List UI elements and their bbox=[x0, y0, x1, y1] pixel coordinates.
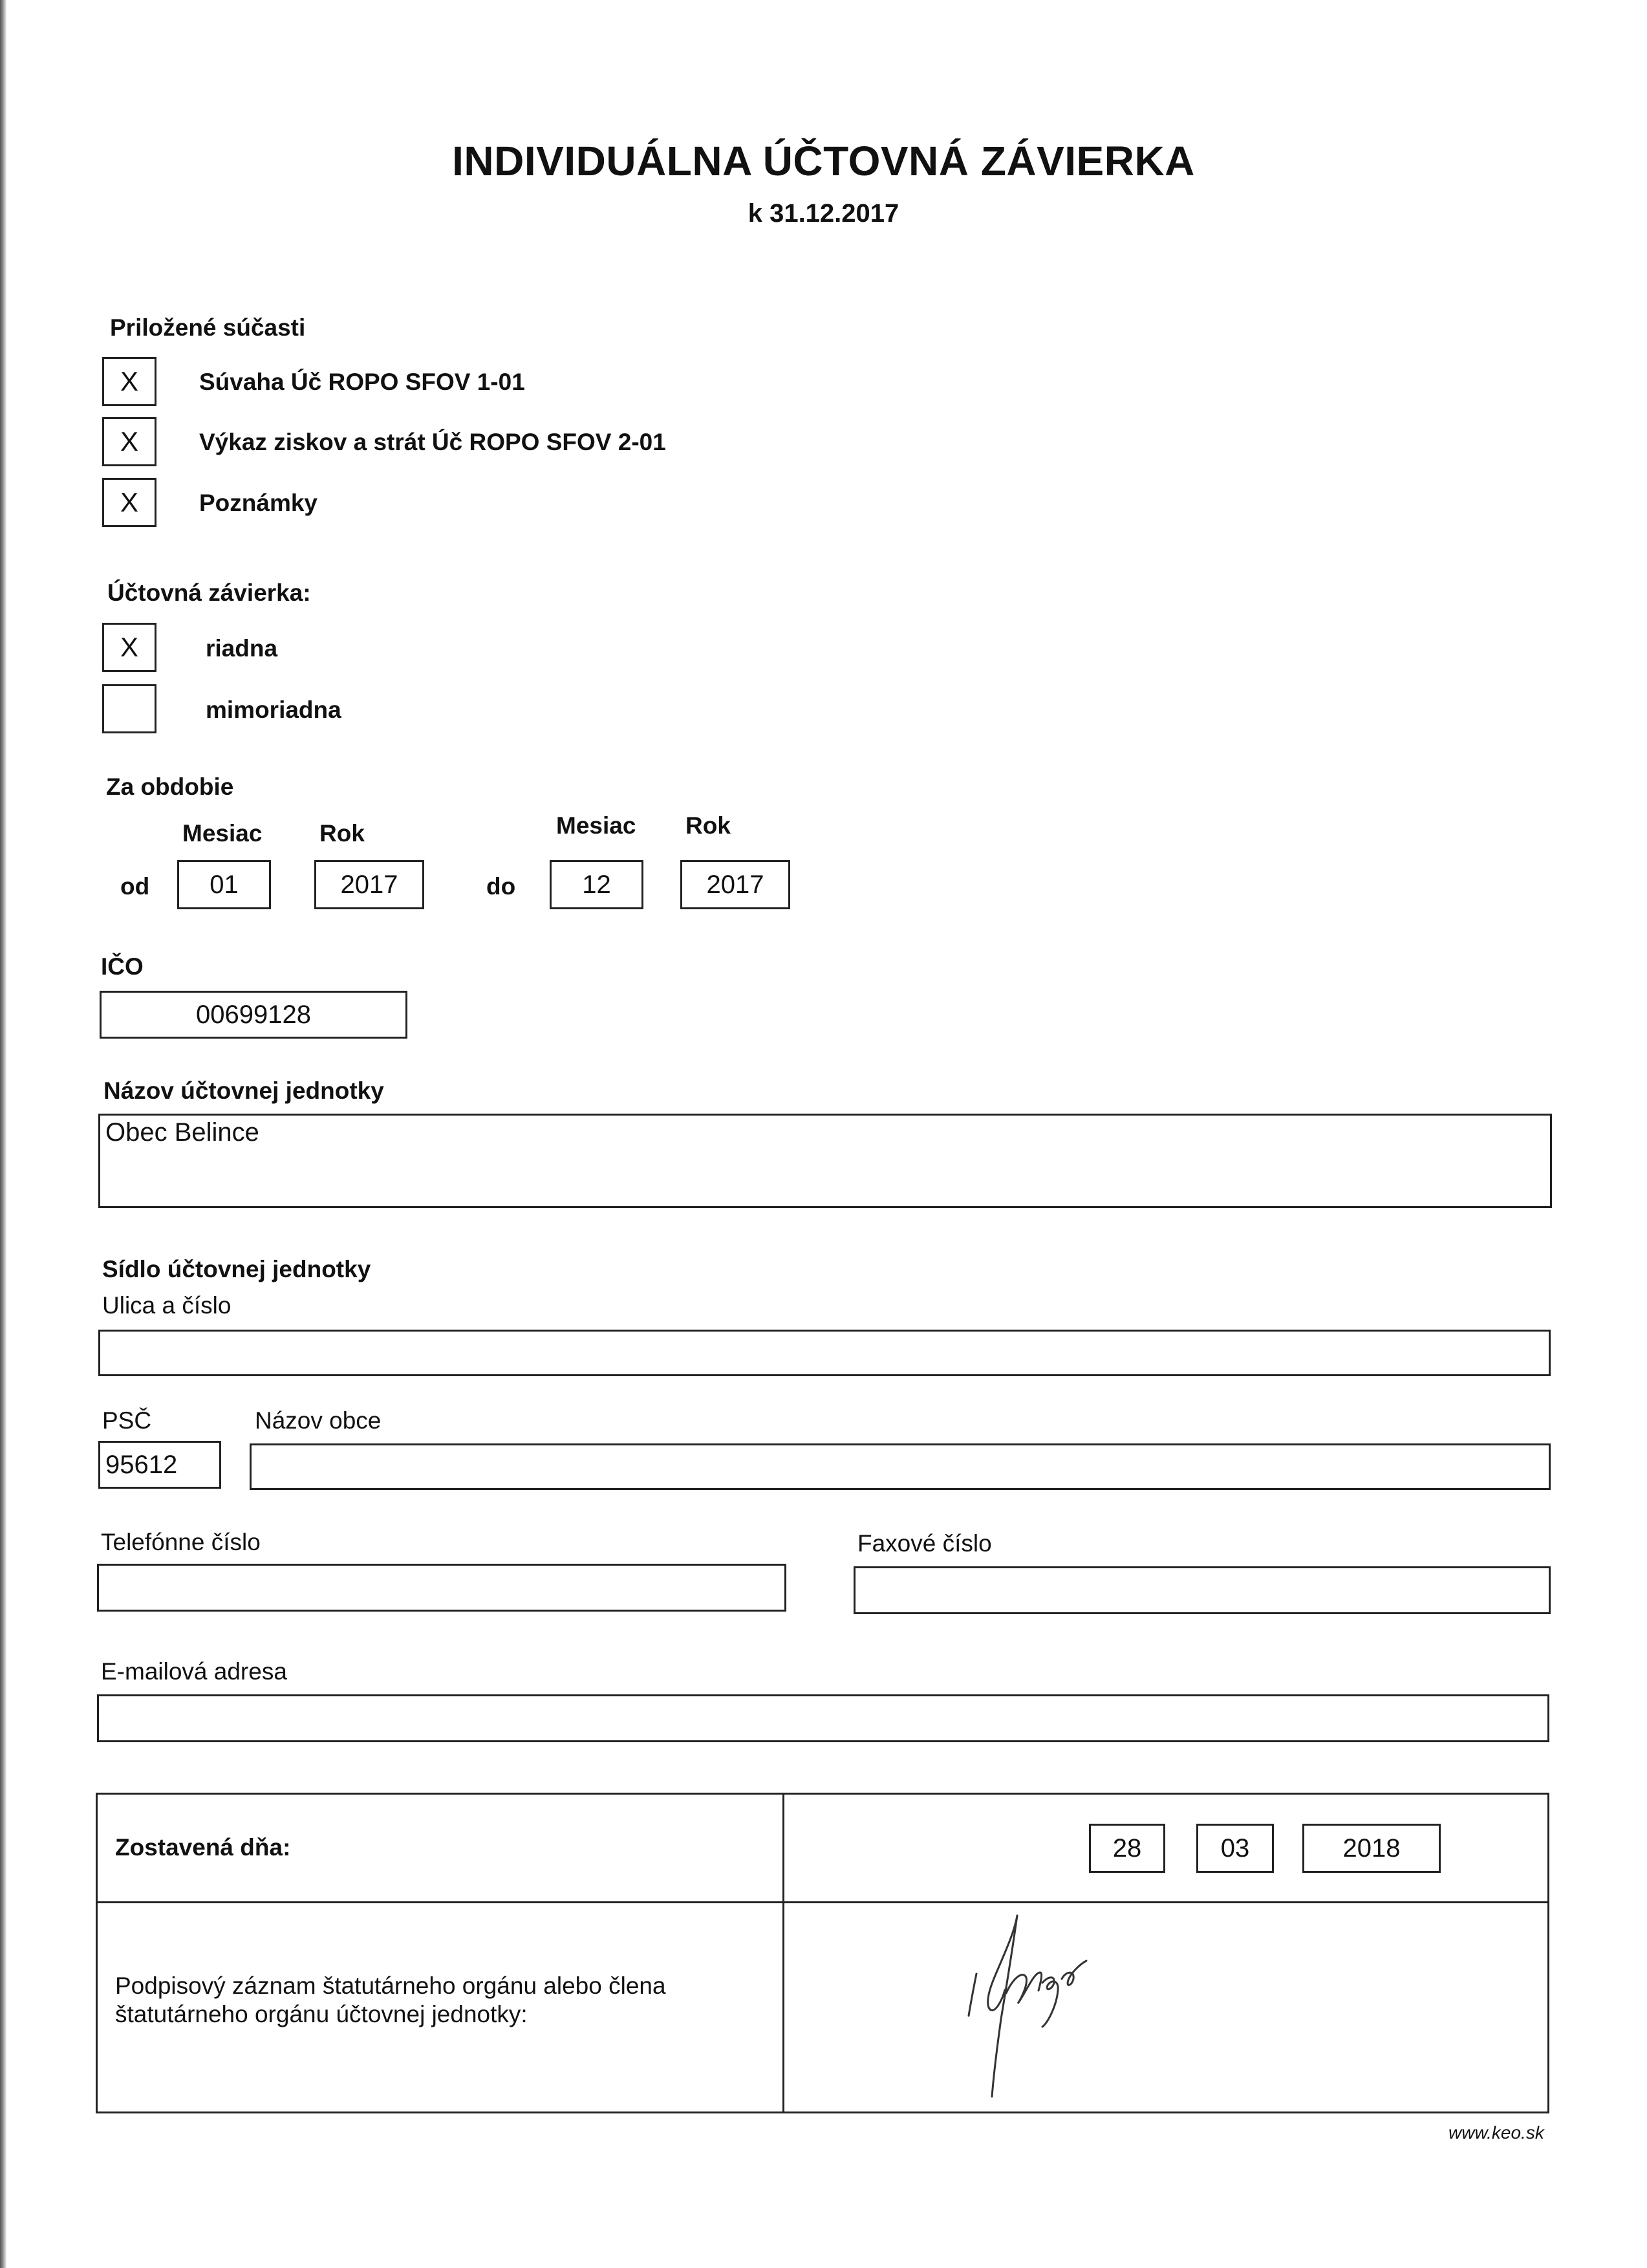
phone-label: Telefónne číslo bbox=[101, 1529, 261, 1555]
ico-field[interactable]: 00699128 bbox=[100, 991, 407, 1039]
email-label: E-mailová adresa bbox=[101, 1658, 287, 1685]
attachment-label-balance-sheet: Súvaha Úč ROPO SFOV 1-01 bbox=[199, 369, 525, 395]
town-label: Názov obce bbox=[255, 1407, 382, 1434]
table-middle-border bbox=[96, 1901, 1549, 1903]
checkbox-notes[interactable]: X bbox=[102, 478, 156, 527]
statement-type-label-extraordinary: mimoriadna bbox=[206, 697, 341, 723]
fax-field[interactable] bbox=[854, 1566, 1551, 1614]
period-to-year-field[interactable]: 2017 bbox=[680, 860, 790, 909]
table-column-divider bbox=[782, 1793, 784, 2113]
period-to-month-label: Mesiac bbox=[556, 812, 636, 839]
period-from-month-field[interactable]: 01 bbox=[177, 860, 271, 909]
document-title: INDIVIDUÁLNA ÚČTOVNÁ ZÁVIERKA bbox=[452, 138, 1195, 184]
signature-label-line2: štatutárneho orgánu účtovnej jednotky: bbox=[115, 2001, 528, 2027]
table-right-border bbox=[1547, 1793, 1549, 2113]
ico-label: IČO bbox=[101, 953, 144, 980]
fax-label: Faxové číslo bbox=[857, 1530, 992, 1557]
period-from-year-field[interactable]: 2017 bbox=[314, 860, 424, 909]
statement-type-label-regular: riadna bbox=[206, 635, 278, 662]
entity-name-label: Názov účtovnej jednotky bbox=[103, 1077, 384, 1104]
period-to-year-label: Rok bbox=[685, 812, 731, 839]
handwritten-signature bbox=[904, 1909, 1201, 2103]
email-field[interactable] bbox=[97, 1694, 1549, 1742]
period-heading: Za obdobie bbox=[106, 773, 234, 800]
psc-label: PSČ bbox=[102, 1407, 152, 1434]
period-to-label: do bbox=[486, 873, 516, 900]
compiled-date-label: Zostavená dňa: bbox=[115, 1834, 291, 1861]
attachment-label-income-statement: Výkaz ziskov a strát Úč ROPO SFOV 2-01 bbox=[199, 429, 666, 455]
attachment-label-notes: Poznámky bbox=[199, 490, 318, 516]
footer-url: www.keo.sk bbox=[1448, 2122, 1544, 2143]
table-left-border bbox=[96, 1793, 98, 2113]
checkbox-extraordinary[interactable] bbox=[102, 684, 156, 733]
document-date: k 31.12.2017 bbox=[748, 199, 899, 228]
checkbox-regular[interactable]: X bbox=[102, 623, 156, 672]
period-from-year-label: Rok bbox=[319, 820, 365, 847]
checkbox-balance-sheet[interactable]: X bbox=[102, 357, 156, 406]
attachments-heading: Priložené súčasti bbox=[110, 314, 306, 341]
phone-field[interactable] bbox=[97, 1564, 786, 1612]
table-top-border bbox=[96, 1793, 1549, 1795]
street-label: Ulica a číslo bbox=[102, 1292, 231, 1319]
town-field[interactable] bbox=[250, 1443, 1551, 1490]
entity-name-field[interactable]: Obec Belince bbox=[98, 1114, 1552, 1208]
period-to-month-field[interactable]: 12 bbox=[550, 860, 643, 909]
scan-edge bbox=[0, 0, 6, 2268]
period-from-label: od bbox=[120, 873, 150, 900]
statement-type-heading: Účtovná závierka: bbox=[107, 579, 311, 606]
compiled-year-field[interactable]: 2018 bbox=[1302, 1824, 1441, 1873]
signature-label-line1: Podpisový záznam štatutárneho orgánu alebo člena bbox=[115, 1972, 666, 1999]
compilation-table bbox=[96, 1793, 1549, 2113]
compiled-month-field[interactable]: 03 bbox=[1196, 1824, 1274, 1873]
street-field[interactable] bbox=[98, 1330, 1551, 1376]
period-from-month-label: Mesiac bbox=[182, 820, 263, 847]
compiled-day-field[interactable]: 28 bbox=[1089, 1824, 1165, 1873]
table-bottom-border bbox=[96, 2111, 1549, 2113]
address-heading: Sídlo účtovnej jednotky bbox=[102, 1256, 371, 1282]
psc-field[interactable]: 95612 bbox=[98, 1441, 221, 1489]
checkbox-income-statement[interactable]: X bbox=[102, 417, 156, 466]
